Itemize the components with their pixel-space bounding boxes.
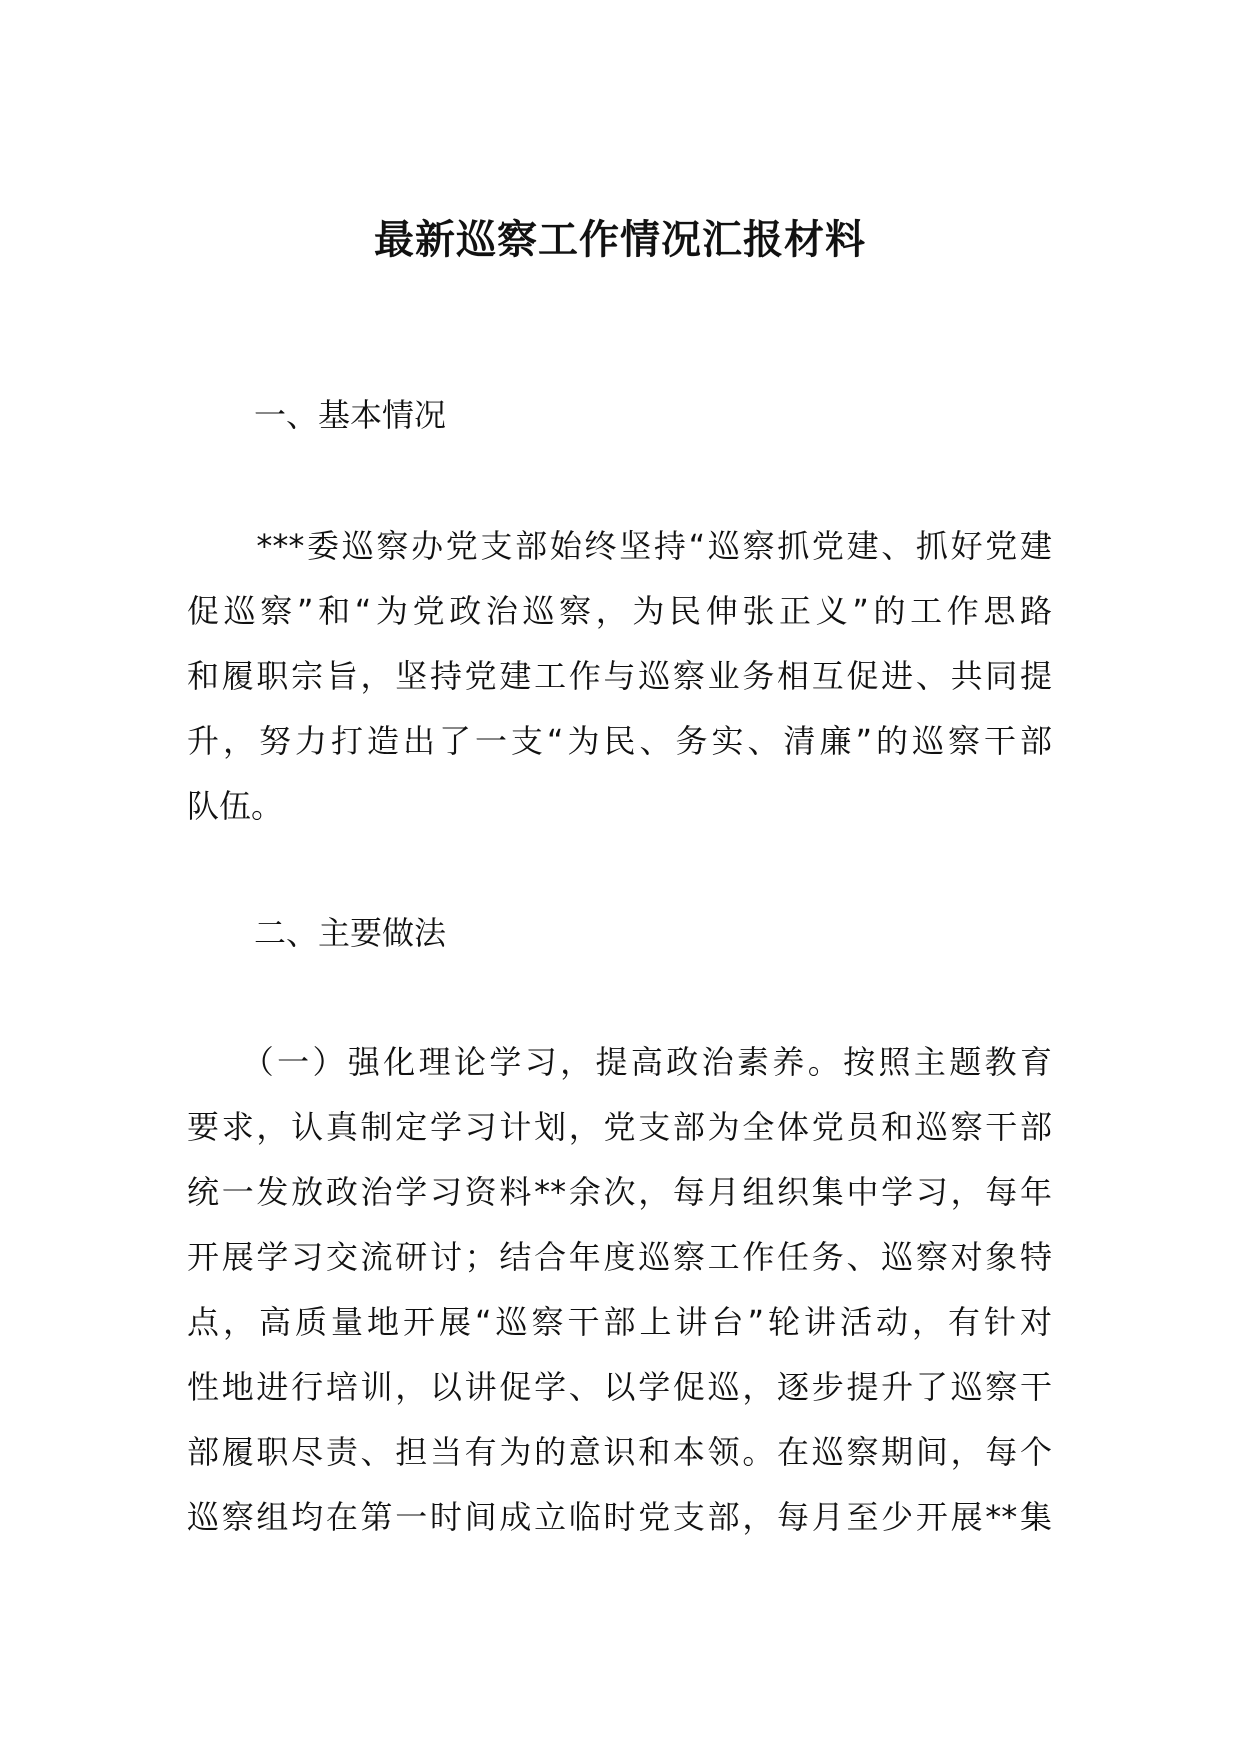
text-line: 统一发放政治学习资料**余次，每月组织集中学习，每年 [187, 1173, 1052, 1211]
paragraph-basic-situation [187, 514, 1052, 839]
text-line: 部履职尽责、担当有为的意识和本领。在巡察期间，每个 [187, 1433, 1052, 1471]
text-line: 和履职宗旨，坚持党建工作与巡察业务相互促进、共同提 [187, 657, 1052, 695]
text-line: 升，努力打造出了一支“为民、务实、清廉”的巡察干部 [187, 722, 1052, 760]
text-line: （一）强化理论学习，提高政治素养。按照主题教育 [187, 1043, 1052, 1081]
section-heading-basic-situation: 一、基本情况 [254, 396, 447, 434]
document-title: 最新巡察工作情况汇报材料 [374, 217, 866, 263]
paragraph-theory-study [187, 1030, 1052, 1550]
text-line: 要求，认真制定学习计划，党支部为全体党员和巡察干部 [187, 1108, 1052, 1146]
text-line: 性地进行培训，以讲促学、以学促巡，逐步提升了巡察干 [187, 1368, 1052, 1406]
text-line: 点，高质量地开展“巡察干部上讲台”轮讲活动，有针对 [187, 1303, 1052, 1341]
text-line: 队伍。 [187, 787, 284, 825]
text-line: 巡察组均在第一时间成立临时党支部，每月至少开展**集 [187, 1498, 1052, 1536]
text-line: 开展学习交流研讨；结合年度巡察工作任务、巡察对象特 [187, 1238, 1052, 1276]
text-line: 促巡察”和“为党政治巡察，为民伸张正义”的工作思路 [187, 592, 1052, 630]
text-line: ***委巡察办党支部始终坚持“巡察抓党建、抓好党建 [187, 527, 1052, 565]
section-heading-main-practices: 二、主要做法 [254, 914, 447, 952]
